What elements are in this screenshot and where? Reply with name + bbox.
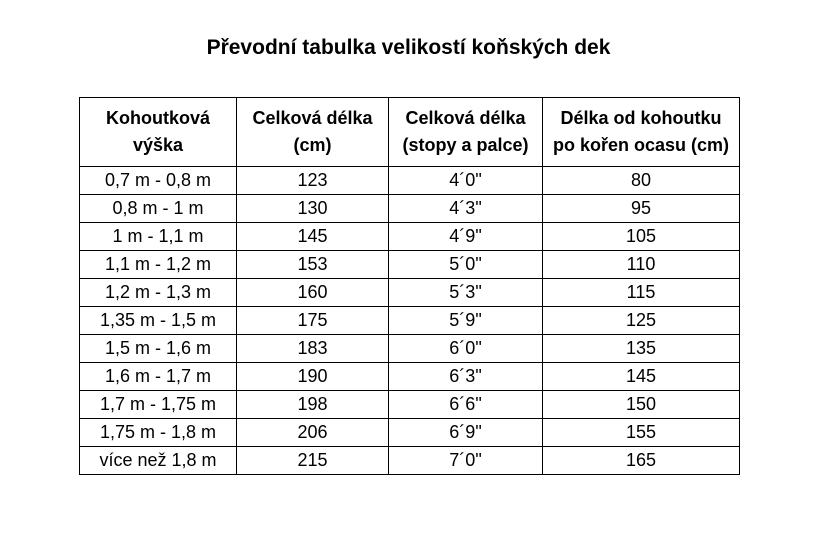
cell-total-length-feet-inches: 4´9" bbox=[389, 223, 543, 251]
table-row bbox=[80, 447, 740, 475]
table-row bbox=[80, 419, 740, 447]
cell-total-length-cm: 206 bbox=[237, 419, 389, 447]
cell-total-length-cm: 123 bbox=[237, 167, 389, 195]
table-row bbox=[80, 335, 740, 363]
header-line: Délka od kohoutku bbox=[560, 108, 722, 128]
size-conversion-table bbox=[79, 97, 740, 475]
cell-total-length-cm: 130 bbox=[237, 195, 389, 223]
cell-total-length-feet-inches: 5´0" bbox=[389, 251, 543, 279]
cell-withers-height: více než 1,8 m bbox=[80, 447, 237, 475]
cell-total-length-cm: 145 bbox=[237, 223, 389, 251]
cell-total-length-feet-inches: 5´9" bbox=[389, 307, 543, 335]
header-line: výška bbox=[132, 135, 184, 155]
header-line: Kohoutková bbox=[105, 108, 210, 128]
cell-total-length-feet-inches: 6´3" bbox=[389, 363, 543, 391]
cell-withers-height: 1,35 m - 1,5 m bbox=[80, 307, 237, 335]
cell-withers-height: 1,5 m - 1,6 m bbox=[80, 335, 237, 363]
cell-withers-to-tail-cm: 110 bbox=[543, 251, 740, 279]
cell-total-length-feet-inches: 6´6" bbox=[389, 391, 543, 419]
cell-total-length-feet-inches: 6´0" bbox=[389, 335, 543, 363]
table-row bbox=[80, 391, 740, 419]
table-row bbox=[80, 363, 740, 391]
cell-withers-to-tail-cm: 165 bbox=[543, 447, 740, 475]
table-row bbox=[80, 307, 740, 335]
cell-withers-height: 0,8 m - 1 m bbox=[80, 195, 237, 223]
header-row bbox=[80, 98, 740, 167]
cell-total-length-cm: 190 bbox=[237, 363, 389, 391]
cell-total-length-cm: 175 bbox=[237, 307, 389, 335]
header-line: (cm) bbox=[293, 135, 332, 155]
cell-withers-height: 0,7 m - 0,8 m bbox=[80, 167, 237, 195]
cell-withers-to-tail-cm: 135 bbox=[543, 335, 740, 363]
cell-total-length-feet-inches: 6´9" bbox=[389, 419, 543, 447]
cell-withers-height: 1,2 m - 1,3 m bbox=[80, 279, 237, 307]
cell-withers-height: 1,7 m - 1,75 m bbox=[80, 391, 237, 419]
cell-withers-height: 1,6 m - 1,7 m bbox=[80, 363, 237, 391]
header-line: Celková délka bbox=[405, 108, 526, 128]
col-header-withers-height bbox=[80, 98, 237, 167]
cell-withers-to-tail-cm: 105 bbox=[543, 223, 740, 251]
cell-total-length-cm: 198 bbox=[237, 391, 389, 419]
cell-total-length-feet-inches: 4´3" bbox=[389, 195, 543, 223]
cell-withers-height: 1,75 m - 1,8 m bbox=[80, 419, 237, 447]
cell-total-length-cm: 183 bbox=[237, 335, 389, 363]
header-line: po kořen ocasu (cm) bbox=[552, 135, 730, 155]
cell-withers-height: 1 m - 1,1 m bbox=[80, 223, 237, 251]
table-row bbox=[80, 167, 740, 195]
cell-withers-to-tail-cm: 150 bbox=[543, 391, 740, 419]
header-line: (stopy a palce) bbox=[402, 135, 529, 155]
cell-total-length-feet-inches: 7´0" bbox=[389, 447, 543, 475]
col-header-total-length-feet-inches bbox=[389, 98, 543, 167]
cell-withers-to-tail-cm: 95 bbox=[543, 195, 740, 223]
cell-withers-to-tail-cm: 145 bbox=[543, 363, 740, 391]
cell-withers-height: 1,1 m - 1,2 m bbox=[80, 251, 237, 279]
col-header-withers-to-tail-cm bbox=[543, 98, 740, 167]
cell-total-length-feet-inches: 5´3" bbox=[389, 279, 543, 307]
cell-total-length-cm: 153 bbox=[237, 251, 389, 279]
col-header-total-length-cm bbox=[237, 98, 389, 167]
table-row bbox=[80, 279, 740, 307]
table-row bbox=[80, 251, 740, 279]
table-row bbox=[80, 195, 740, 223]
page-title: Převodní tabulka velikostí koňských dek bbox=[206, 36, 611, 59]
cell-withers-to-tail-cm: 155 bbox=[543, 419, 740, 447]
cell-withers-to-tail-cm: 125 bbox=[543, 307, 740, 335]
cell-total-length-feet-inches: 4´0" bbox=[389, 167, 543, 195]
header-line: Celková délka bbox=[252, 108, 373, 128]
cell-total-length-cm: 215 bbox=[237, 447, 389, 475]
cell-withers-to-tail-cm: 115 bbox=[543, 279, 740, 307]
cell-withers-to-tail-cm: 80 bbox=[543, 167, 740, 195]
cell-total-length-cm: 160 bbox=[237, 279, 389, 307]
table-row bbox=[80, 223, 740, 251]
